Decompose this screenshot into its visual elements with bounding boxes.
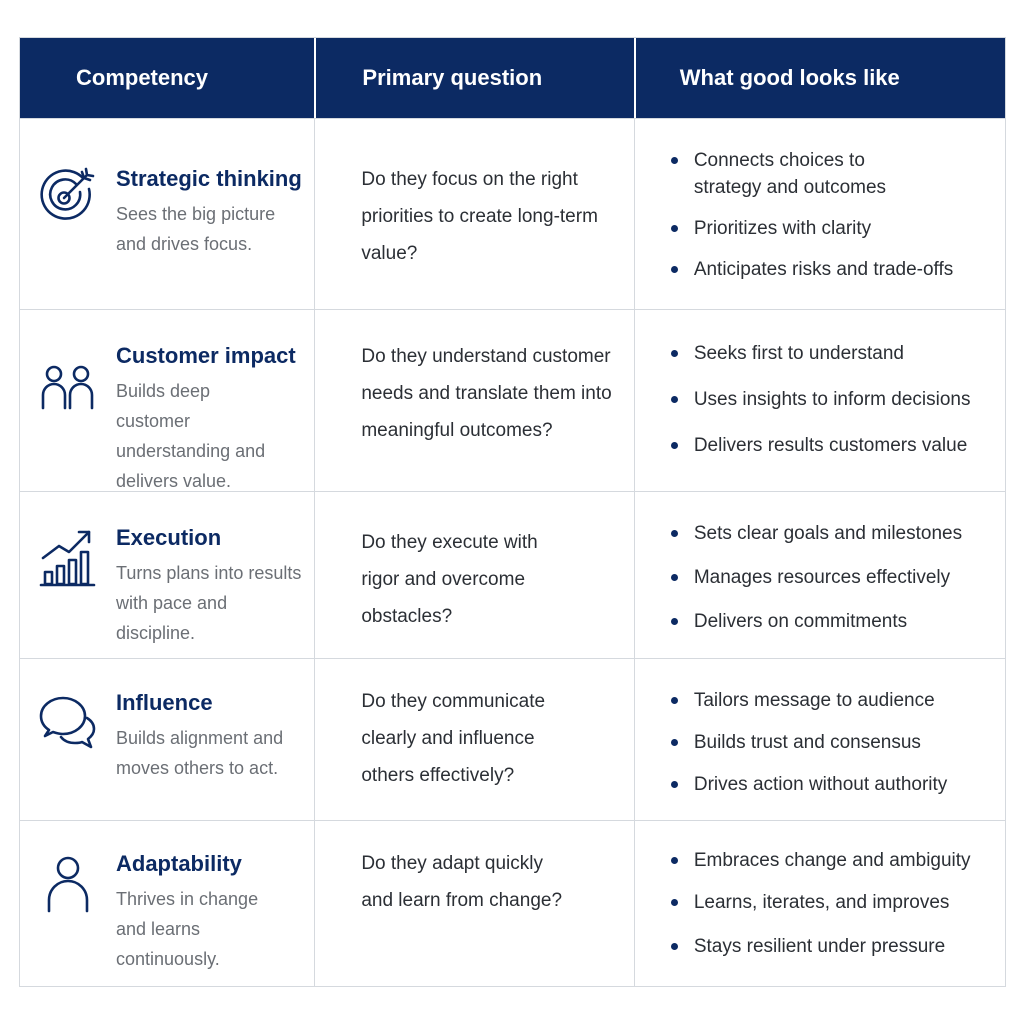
growth-chart-icon [20, 524, 116, 658]
competency-description: Turns plans into results with pace and discipline. [116, 563, 302, 643]
primary-question: Do they understand customer needs and translate them into meaningful outcomes? [314, 310, 633, 491]
table-row [20, 118, 1005, 309]
competency-cell [20, 492, 314, 658]
list-item: Connects choices to strategy and outcomes [635, 147, 934, 201]
competency-title: Customer impact [116, 343, 296, 368]
chat-bubbles-icon [20, 689, 116, 820]
competency-title: Influence [116, 690, 213, 715]
list-item: Delivers results customers value [635, 432, 995, 459]
table-row [20, 820, 1005, 986]
competency-description: Sees the big picture and drives focus. [116, 204, 276, 254]
competency-cell [20, 821, 314, 986]
competency-title: Adaptability [116, 851, 242, 876]
competency-cell [20, 119, 314, 309]
table-row [20, 309, 1005, 491]
list-item: Drives action without authority [635, 771, 995, 798]
list-item: Manages resources effectively [635, 564, 995, 591]
primary-question: Do they adapt quickly and learn from change? [314, 821, 634, 986]
list-item: Prioritizes with clarity [635, 215, 995, 242]
list-item: Tailors message to audience [635, 687, 995, 714]
list-item: Seeks first to understand [635, 340, 995, 367]
list-item: Stays resilient under pressure [635, 933, 995, 960]
person-icon [20, 850, 116, 986]
primary-question: Do they execute with rigor and overcome obstacles? [314, 492, 634, 658]
list-item: Builds trust and consensus [635, 729, 995, 756]
competency-cell [20, 659, 314, 820]
good-looks-like-cell [634, 492, 1005, 658]
primary-question: Do they focus on the right priorities to create long-term value? [314, 119, 633, 309]
competency-title: Execution [116, 525, 222, 550]
good-looks-like-cell [634, 659, 1005, 820]
primary-question: Do they communicate clearly and influence others effectively? [314, 659, 634, 820]
header-competency: Competency [76, 65, 209, 90]
people-icon [20, 342, 116, 491]
header-primary-question: Primary question [314, 38, 633, 118]
header-what-good-looks-like: What good looks like [634, 38, 1005, 118]
list-item: Learns, iterates, and improves [635, 889, 995, 916]
list-item: Embraces change and ambiguity [635, 847, 995, 874]
competency-description: Builds deep customer understanding and delivers value. [116, 381, 266, 491]
list-item: Sets clear goals and milestones [635, 520, 995, 547]
table-row [20, 491, 1005, 658]
competency-table [19, 37, 1006, 987]
competency-description: Builds alignment and moves others to act. [116, 728, 284, 778]
good-looks-like-cell [634, 310, 1005, 491]
list-item: Anticipates risks and trade-offs [635, 256, 995, 283]
good-looks-like-cell [634, 821, 1005, 986]
table-header [20, 38, 1005, 118]
list-item: Delivers on commitments [635, 608, 995, 635]
list-item: Uses insights to inform decisions [635, 386, 995, 413]
target-icon [20, 165, 116, 309]
competency-title: Strategic thinking [116, 166, 302, 191]
table-row [20, 658, 1005, 820]
good-looks-like-cell [634, 119, 1005, 309]
competency-description: Thrives in change and learns continuously. [116, 889, 259, 969]
competency-cell [20, 310, 314, 491]
